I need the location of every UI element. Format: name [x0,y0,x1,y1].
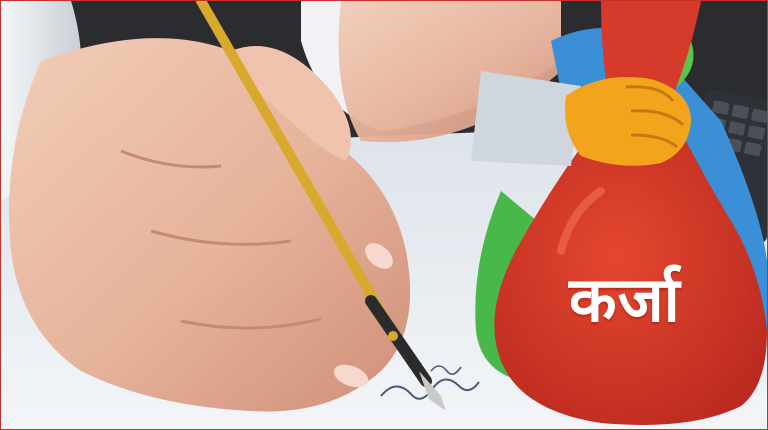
illustration [1,1,767,429]
loan-label: कर्जा [569,263,681,336]
fist [565,77,691,166]
shirt-cuff [471,71,581,166]
